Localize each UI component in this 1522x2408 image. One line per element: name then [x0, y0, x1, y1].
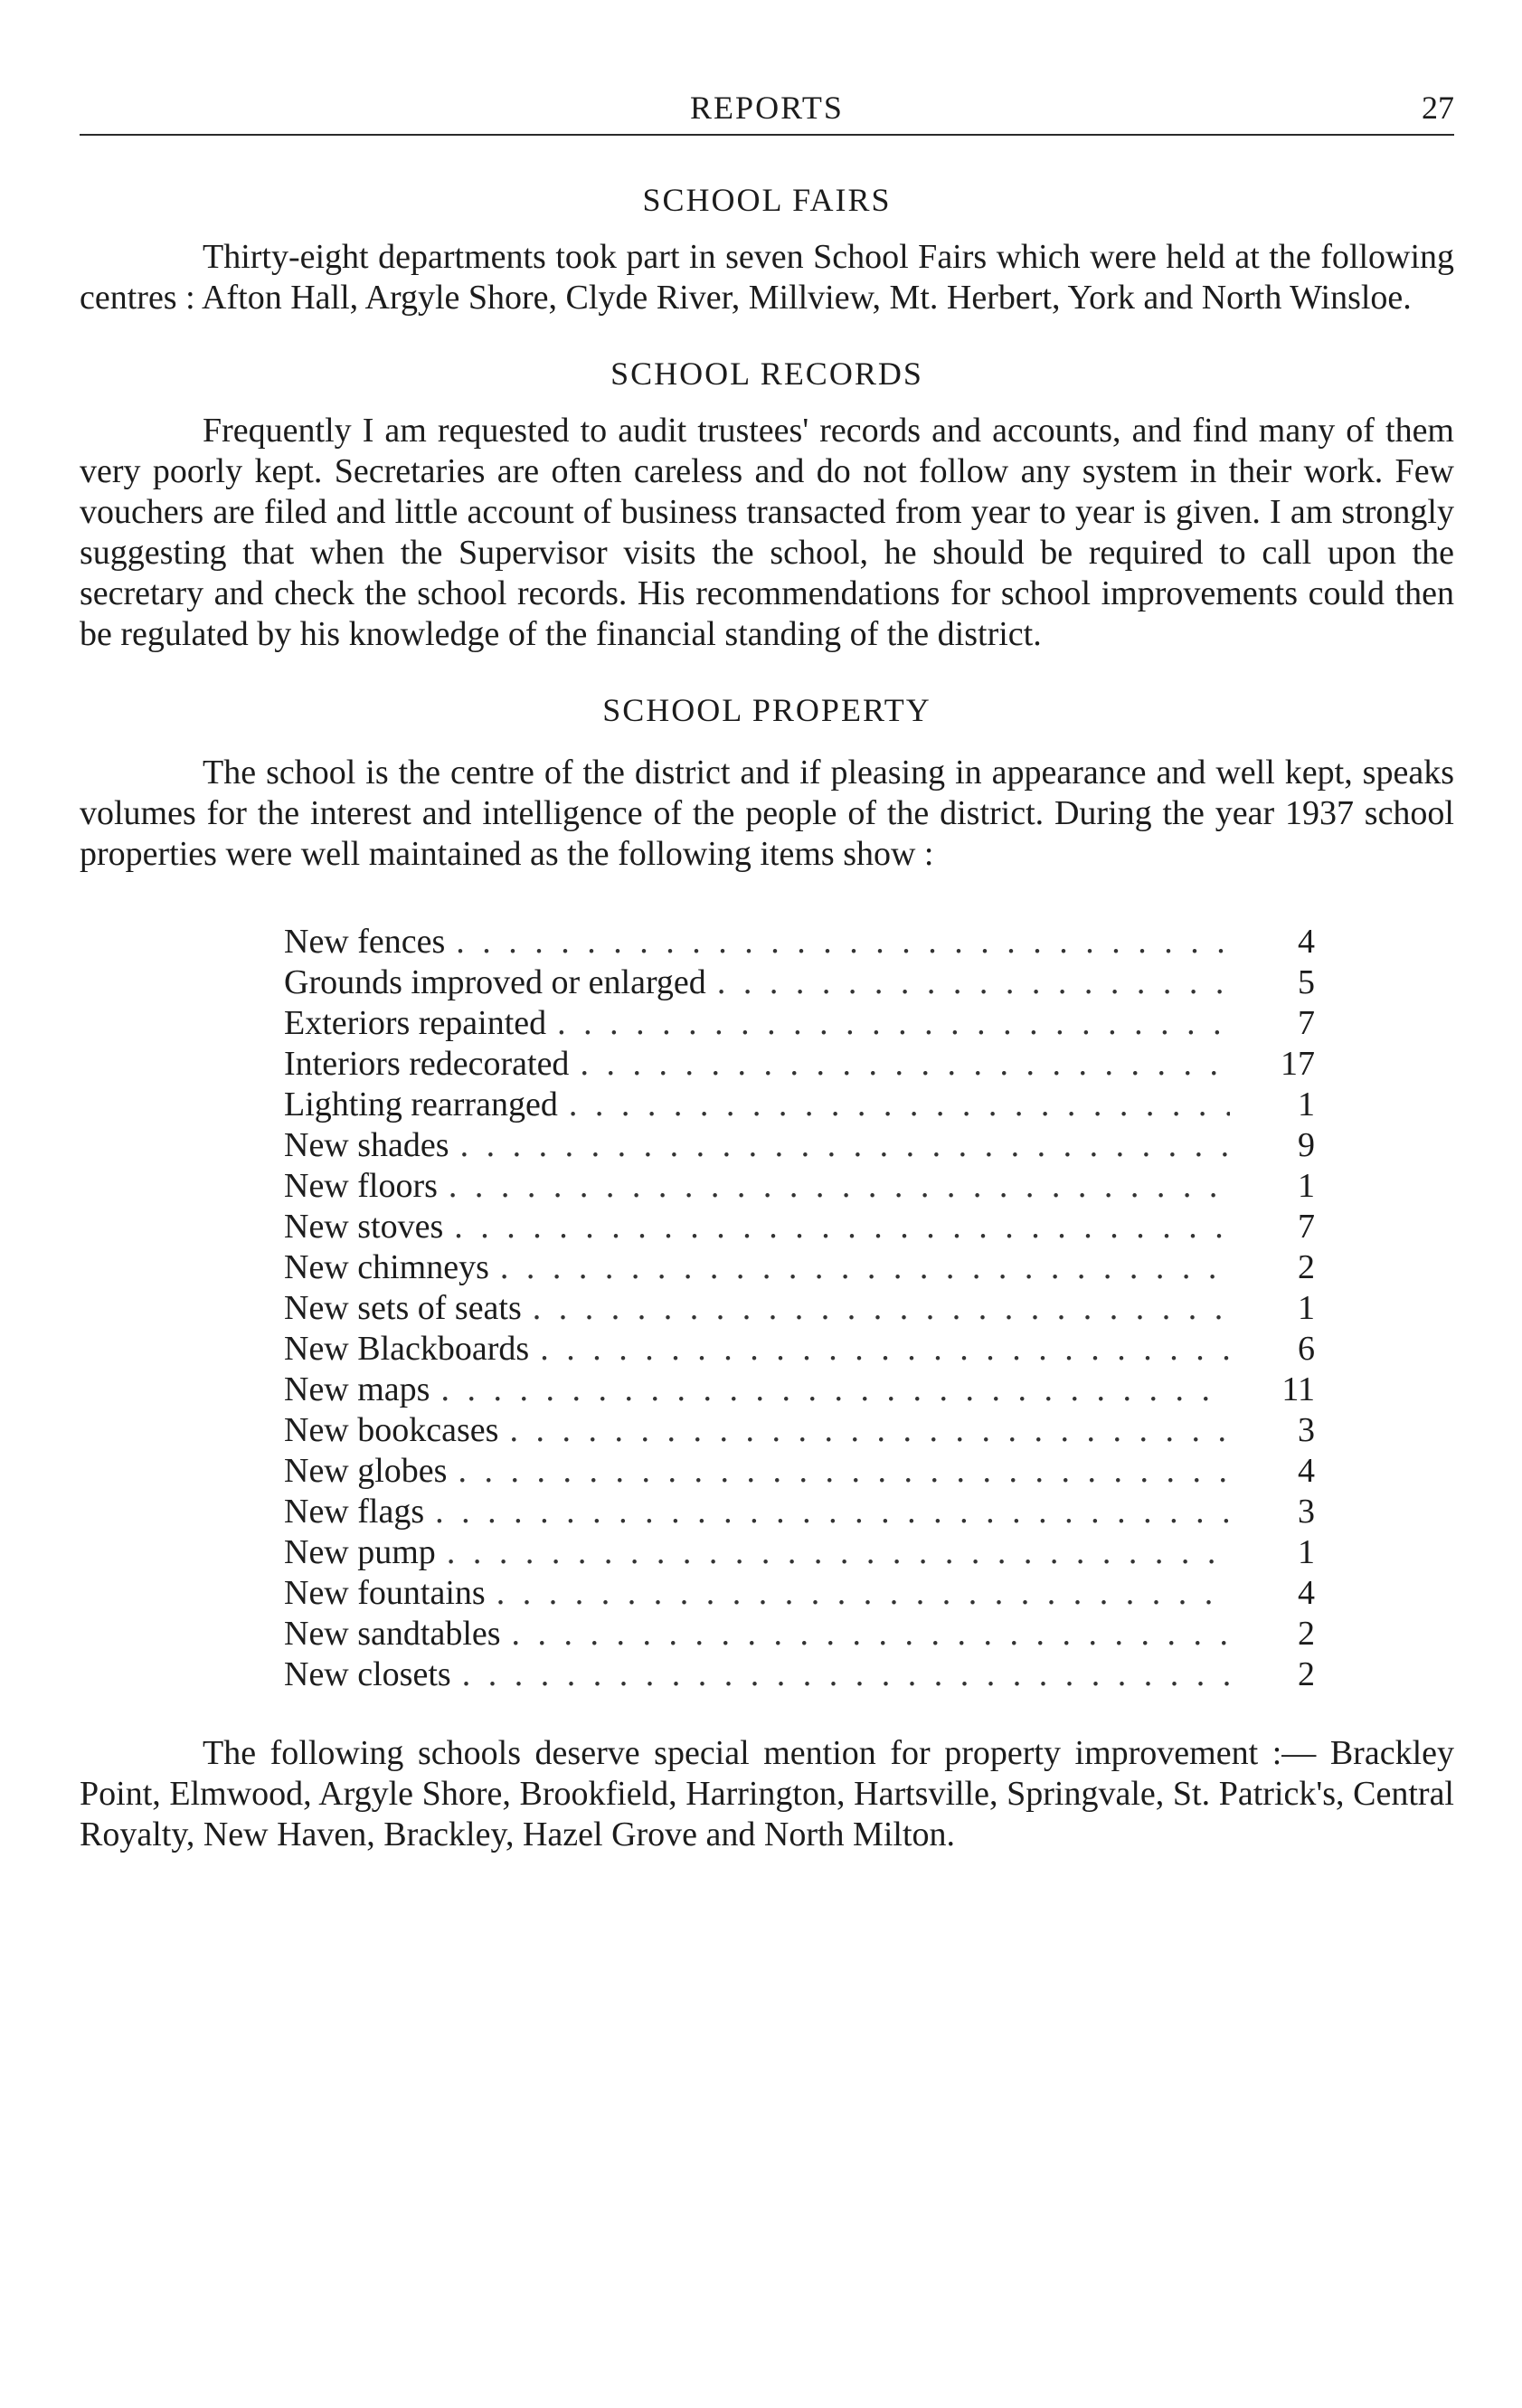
item-count: 4: [1298, 1574, 1315, 1612]
list-item: [284, 1451, 1315, 1492]
item-label: New fences: [284, 923, 446, 961]
list-item: [284, 1085, 1315, 1125]
item-label: Exteriors repainted: [284, 1004, 547, 1042]
item-label: New sandtables: [284, 1615, 501, 1653]
dot-leader: [580, 1044, 1230, 1085]
list-item: [284, 1614, 1315, 1654]
list-item: [284, 1410, 1315, 1451]
school-records-paragraph: Frequently I am requested to audit trustees' records and accounts, and find many of them very poorly kept. Secretaries are often careless and do not follow any system in their work. Few vouchers are filed and little account of business transacted from year to year is given. I am strongly suggesting that when the Supervisor visits the school, he should be required to call upon the secretary and check the school records. His recommendations for school improvements could then be regulated by his knowledge of the financial standing of the district.: [80, 412, 1454, 653]
item-count: 3: [1298, 1411, 1315, 1449]
item-label: Lighting rearranged: [284, 1085, 558, 1123]
list-item: [284, 1532, 1315, 1573]
item-label: New stoves: [284, 1208, 444, 1246]
item-count: 2: [1298, 1615, 1315, 1653]
dot-leader: [512, 1614, 1230, 1654]
item-count: 2: [1298, 1248, 1315, 1286]
dot-leader: [569, 1085, 1230, 1125]
item-label: Grounds improved or enlarged: [284, 963, 706, 1001]
school-fairs-paragraph: Thirty-eight departments took part in seven School Fairs which were held at the following centres : Afton Hall, Argyle Shore, Clyde River, Millview, Mt. Herbert, York and North Winsloe.: [80, 238, 1454, 317]
list-item: [284, 1247, 1315, 1288]
dot-leader: [500, 1247, 1230, 1288]
school-fairs-heading: SCHOOL FAIRS: [642, 182, 892, 218]
property-items-list: [284, 922, 1315, 1695]
list-item: [284, 1125, 1315, 1166]
dot-leader: [454, 1207, 1230, 1247]
dot-leader: [509, 1410, 1230, 1451]
dot-leader: [458, 1451, 1230, 1492]
item-label: New floors: [284, 1167, 438, 1205]
school-records-heading: SCHOOL RECORDS: [610, 356, 923, 392]
page-number: 27: [1422, 90, 1454, 126]
school-property-heading: SCHOOL PROPERTY: [602, 692, 931, 728]
dot-leader: [435, 1492, 1230, 1532]
list-item: [284, 1044, 1315, 1085]
list-item: [284, 922, 1315, 962]
item-count: 5: [1298, 963, 1315, 1001]
page: [80, 83, 1454, 1855]
list-item: [284, 1654, 1315, 1695]
item-label: New globes: [284, 1452, 448, 1490]
dot-leader: [447, 1532, 1230, 1573]
item-count: 1: [1298, 1289, 1315, 1327]
item-count: 17: [1281, 1045, 1315, 1083]
item-label: New shades: [284, 1126, 449, 1164]
list-item: [284, 1166, 1315, 1207]
dot-leader: [540, 1329, 1230, 1370]
item-count: 1: [1298, 1167, 1315, 1205]
running-title: REPORTS: [690, 90, 844, 126]
item-label: New flags: [284, 1493, 425, 1531]
item-label: New fountains: [284, 1574, 486, 1612]
item-count: 2: [1298, 1655, 1315, 1693]
item-label: New chimneys: [284, 1248, 489, 1286]
list-item: [284, 1288, 1315, 1329]
list-item: [284, 1573, 1315, 1614]
list-item: [284, 1492, 1315, 1532]
item-label: New bookcases: [284, 1411, 499, 1449]
item-count: 3: [1298, 1493, 1315, 1531]
dot-leader: [557, 1003, 1230, 1044]
list-item: [284, 1003, 1315, 1044]
item-label: New closets: [284, 1655, 451, 1693]
item-label: New sets of seats: [284, 1289, 522, 1327]
item-count: 6: [1298, 1330, 1315, 1368]
list-item: [284, 1370, 1315, 1410]
dot-leader: [449, 1166, 1230, 1207]
item-count: 4: [1298, 923, 1315, 961]
dot-leader: [717, 962, 1230, 1003]
dot-leader: [533, 1288, 1230, 1329]
school-property-paragraph: The school is the centre of the district and if pleasing in appearance and well kept, speaks volumes for the interest and intelligence of the people of the district. During the year 1937 school properties were well maintained as the following items show :: [80, 754, 1454, 873]
item-label: New maps: [284, 1370, 430, 1408]
item-count: 7: [1298, 1208, 1315, 1246]
item-count: 7: [1298, 1004, 1315, 1042]
item-count: 9: [1298, 1126, 1315, 1164]
list-item: [284, 1329, 1315, 1370]
item-count: 1: [1298, 1085, 1315, 1123]
item-count: 4: [1298, 1452, 1315, 1490]
dot-leader: [440, 1370, 1230, 1410]
dot-leader: [462, 1654, 1230, 1695]
item-label: New Blackboards: [284, 1330, 530, 1368]
item-count: 1: [1298, 1533, 1315, 1571]
list-item: [284, 1207, 1315, 1247]
dot-leader: [496, 1573, 1230, 1614]
dot-leader: [460, 1125, 1230, 1166]
special-mention-paragraph: The following schools deserve special mention for property improvement :— Brackley Point, Elmwood, Argyle Shore, Brookfield, Harrington, Hartsville, Springvale, St. Patrick's, Central Royalty, New Haven, Brackley, Hazel Grove and North Milton.: [80, 1734, 1454, 1853]
item-count: 11: [1281, 1370, 1315, 1408]
item-label: Interiors redecorated: [284, 1045, 570, 1083]
running-header: [80, 83, 1454, 136]
dot-leader: [456, 922, 1230, 962]
list-item: [284, 962, 1315, 1003]
item-label: New pump: [284, 1533, 436, 1571]
